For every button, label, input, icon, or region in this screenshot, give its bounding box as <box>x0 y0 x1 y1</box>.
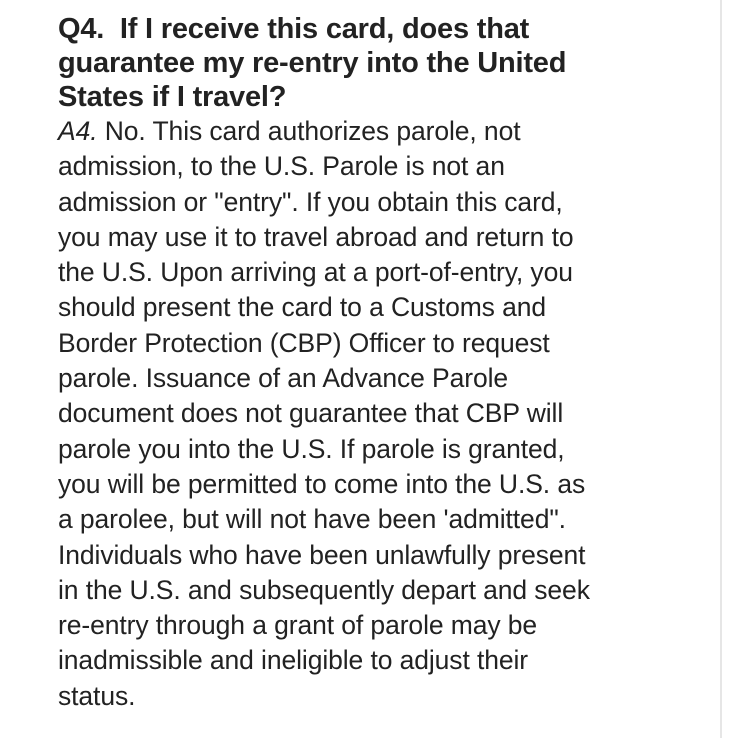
answer-line: you may use it to travel abroad and return to <box>58 221 574 252</box>
faq-entry <box>58 12 698 714</box>
answer-line: re-entry through a grant of parole may be <box>58 610 538 641</box>
answer-line: the U.S. Upon arriving at a port-of-entry, you <box>58 257 573 288</box>
question-heading <box>58 12 698 114</box>
page-edge-divider <box>720 0 722 738</box>
answer-body <box>58 114 698 714</box>
question-line: guarantee my re-entry into the United <box>58 47 567 79</box>
answer-line: admission, to the U.S. Parole is not an <box>58 151 505 182</box>
answer-line: in the U.S. and subsequently depart and seek <box>58 574 590 605</box>
question-text: If I receive this card, does that <box>119 13 530 45</box>
answer-label: A4. <box>58 116 98 146</box>
answer-line: status. <box>58 680 136 711</box>
answer-line: parole you into the U.S. If parole is granted, <box>58 433 565 464</box>
question-label: Q4. <box>58 13 105 45</box>
answer-line: Border Protection (CBP) Officer to request <box>58 327 550 358</box>
answer-line: inadmissible and ineligible to adjust their <box>58 645 529 676</box>
answer-line: admission or "entry". If you obtain this card, <box>58 186 563 217</box>
answer-line: a parolee, but will not have been 'admitted". <box>58 504 566 535</box>
answer-text: No. This card authorizes parole, not <box>104 116 521 146</box>
answer-line: Individuals who have been unlawfully present <box>58 539 586 570</box>
answer-line: you will be permitted to come into the U.S. as <box>58 468 586 499</box>
question-line: States if I travel? <box>58 81 287 113</box>
answer-line: should present the card to a Customs and <box>58 292 547 323</box>
answer-line: parole. Issuance of an Advance Parole <box>58 363 509 394</box>
answer-line: document does not guarantee that CBP will <box>58 398 564 429</box>
answer-line <box>58 114 698 149</box>
question-line <box>58 12 698 46</box>
